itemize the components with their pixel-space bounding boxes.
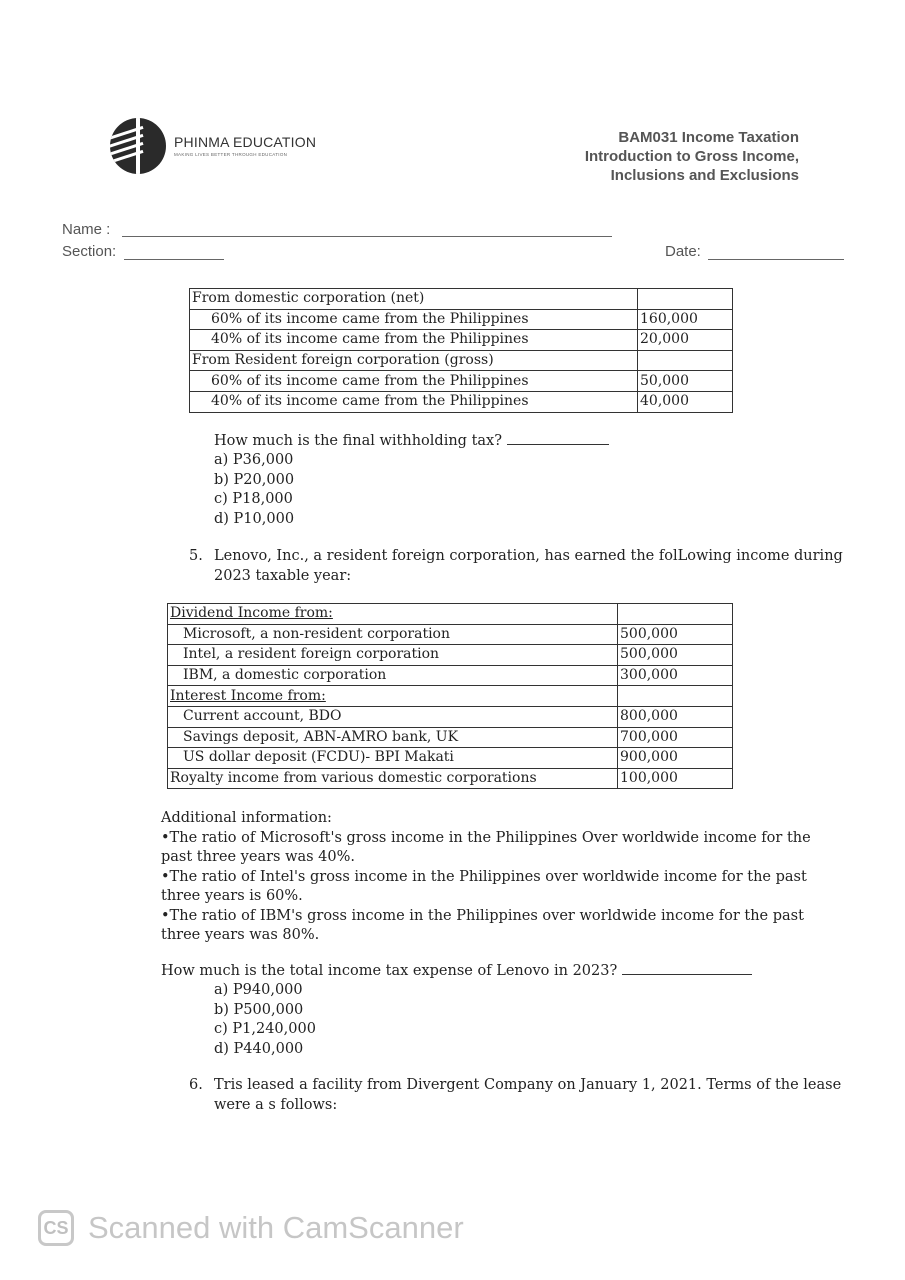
table-cell-label: From Resident foreign corporation (gross) (190, 350, 638, 371)
q4-question-text: How much is the final withholding tax? (214, 433, 502, 449)
info-line: •The ratio of Microsoft's gross income in the Philippines Over worldwide income for the (161, 829, 811, 846)
table-row (190, 371, 733, 392)
table-row (168, 624, 733, 645)
table-row (168, 727, 733, 748)
table-cell-label: 60% of its income came from the Philippines (190, 371, 638, 392)
table-row (168, 748, 733, 769)
lenovo-income-table (167, 603, 733, 789)
table-row (190, 309, 733, 330)
course-topic-line-1: Introduction to Gross Income, (584, 148, 799, 165)
name-label: Name : (62, 221, 111, 238)
q5-question (161, 962, 752, 982)
table-row (168, 645, 733, 666)
q5-intro-line-2: 2023 taxable year: (214, 567, 352, 584)
q4-question (214, 432, 609, 452)
table-cell-amount: 500,000 (618, 645, 733, 666)
name-field[interactable] (122, 236, 612, 237)
q5-answer-blank[interactable] (622, 974, 752, 975)
table-cell-label: 60% of its income came from the Philippines (190, 309, 638, 330)
q5-choice-d: d) P440,000 (214, 1040, 304, 1057)
table-cell-amount: 100,000 (618, 768, 733, 789)
table-row (168, 665, 733, 686)
table-cell-label: 40% of its income came from the Philippines (190, 391, 638, 412)
table-cell-label: Interest Income from: (168, 686, 618, 707)
q4-choice-b: b) P20,000 (214, 471, 295, 488)
q4-choice-c: c) P18,000 (214, 491, 293, 507)
table-cell-amount: 900,000 (618, 748, 733, 769)
table-cell-amount: 300,000 (618, 665, 733, 686)
q5-intro-line-1: Lenovo, Inc., a resident foreign corporation, has earned the folLowing income during (214, 548, 843, 564)
table-cell-label: Intel, a resident foreign corporation (168, 645, 618, 666)
table-cell-amount: 500,000 (618, 624, 733, 645)
table-cell-amount: 800,000 (618, 706, 733, 727)
q5-choices (214, 981, 316, 1059)
info-line: •The ratio of IBM's gross income in the Philippines over worldwide income for the past (161, 907, 804, 924)
table-cell-amount: 20,000 (638, 330, 733, 351)
table-cell-label: US dollar deposit (FCDU)- BPI Makati (168, 748, 618, 769)
table-cell-label: Royalty income from various domestic corporations (168, 768, 618, 789)
q5-intro (214, 547, 843, 586)
q4-answer-blank[interactable] (507, 444, 609, 445)
additional-info (161, 809, 811, 946)
q6-line-2: were a s follows: (214, 1096, 338, 1113)
table-cell-amount: 160,000 (638, 309, 733, 330)
table-row (168, 686, 733, 707)
table-cell-amount (618, 604, 733, 625)
logo-tagline: MAKING LIVES BETTER THROUGH EDUCATION (174, 152, 288, 157)
table-row (168, 706, 733, 727)
course-heading (585, 128, 799, 185)
table-cell-amount: 50,000 (638, 371, 733, 392)
phinma-logo-icon (110, 118, 166, 174)
q5-choice-a: a) P940,000 (214, 982, 303, 998)
table-cell-amount (618, 686, 733, 707)
q5-choice-c: c) P1,240,000 (214, 1021, 316, 1037)
q6-number: 6. (189, 1077, 203, 1093)
q4-choice-a: a) P36,000 (214, 452, 294, 468)
table-row (190, 391, 733, 412)
camscanner-watermark: Scanned with CamScanner (88, 1210, 464, 1245)
table-cell-label: Dividend Income from: (168, 604, 618, 625)
date-label: Date: (665, 243, 701, 260)
table-row (190, 350, 733, 371)
camscanner-logo-icon: CS (38, 1210, 74, 1246)
table-cell-label: From domestic corporation (net) (190, 289, 638, 310)
q5-choice-b: b) P500,000 (214, 1001, 304, 1018)
table-row (168, 604, 733, 625)
q4-choices (214, 451, 294, 529)
info-line: •The ratio of Intel's gross income in the Philippines over worldwide income for the past (161, 868, 807, 885)
table-cell-amount (638, 350, 733, 371)
dividend-table-q4 (189, 288, 733, 413)
info-line: three years was 80%. (161, 927, 320, 943)
additional-info-heading: Additional information: (161, 810, 332, 826)
info-line: past three years was 40%. (161, 849, 356, 865)
q6-line-1: Tris leased a facility from Divergent Company on January 1, 2021. Terms of the lease (214, 1077, 842, 1093)
table-row (190, 330, 733, 351)
table-cell-label: Current account, BDO (168, 706, 618, 727)
date-field[interactable] (708, 259, 844, 260)
logo-name: PHINMA EDUCATION (174, 134, 317, 150)
q5-number: 5. (189, 548, 203, 564)
table-row (190, 289, 733, 310)
table-cell-label: Savings deposit, ABN-AMRO bank, UK (168, 727, 618, 748)
table-cell-label: 40% of its income came from the Philippines (190, 330, 638, 351)
section-field[interactable] (124, 259, 224, 260)
course-topic-line-2: Inclusions and Exclusions (610, 167, 799, 184)
table-cell-label: Microsoft, a non-resident corporation (168, 624, 618, 645)
table-cell-amount: 40,000 (638, 391, 733, 412)
table-cell-amount (638, 289, 733, 310)
q5-question-text: How much is the total income tax expense of Lenovo in 2023? (161, 963, 618, 979)
table-cell-label: IBM, a domestic corporation (168, 665, 618, 686)
course-code: BAM031 Income Taxation (618, 129, 799, 146)
table-row (168, 768, 733, 789)
info-line: three years is 60%. (161, 888, 303, 904)
q6-text (214, 1076, 841, 1115)
table-cell-amount: 700,000 (618, 727, 733, 748)
q4-choice-d: d) P10,000 (214, 510, 295, 527)
section-label: Section: (62, 243, 117, 260)
